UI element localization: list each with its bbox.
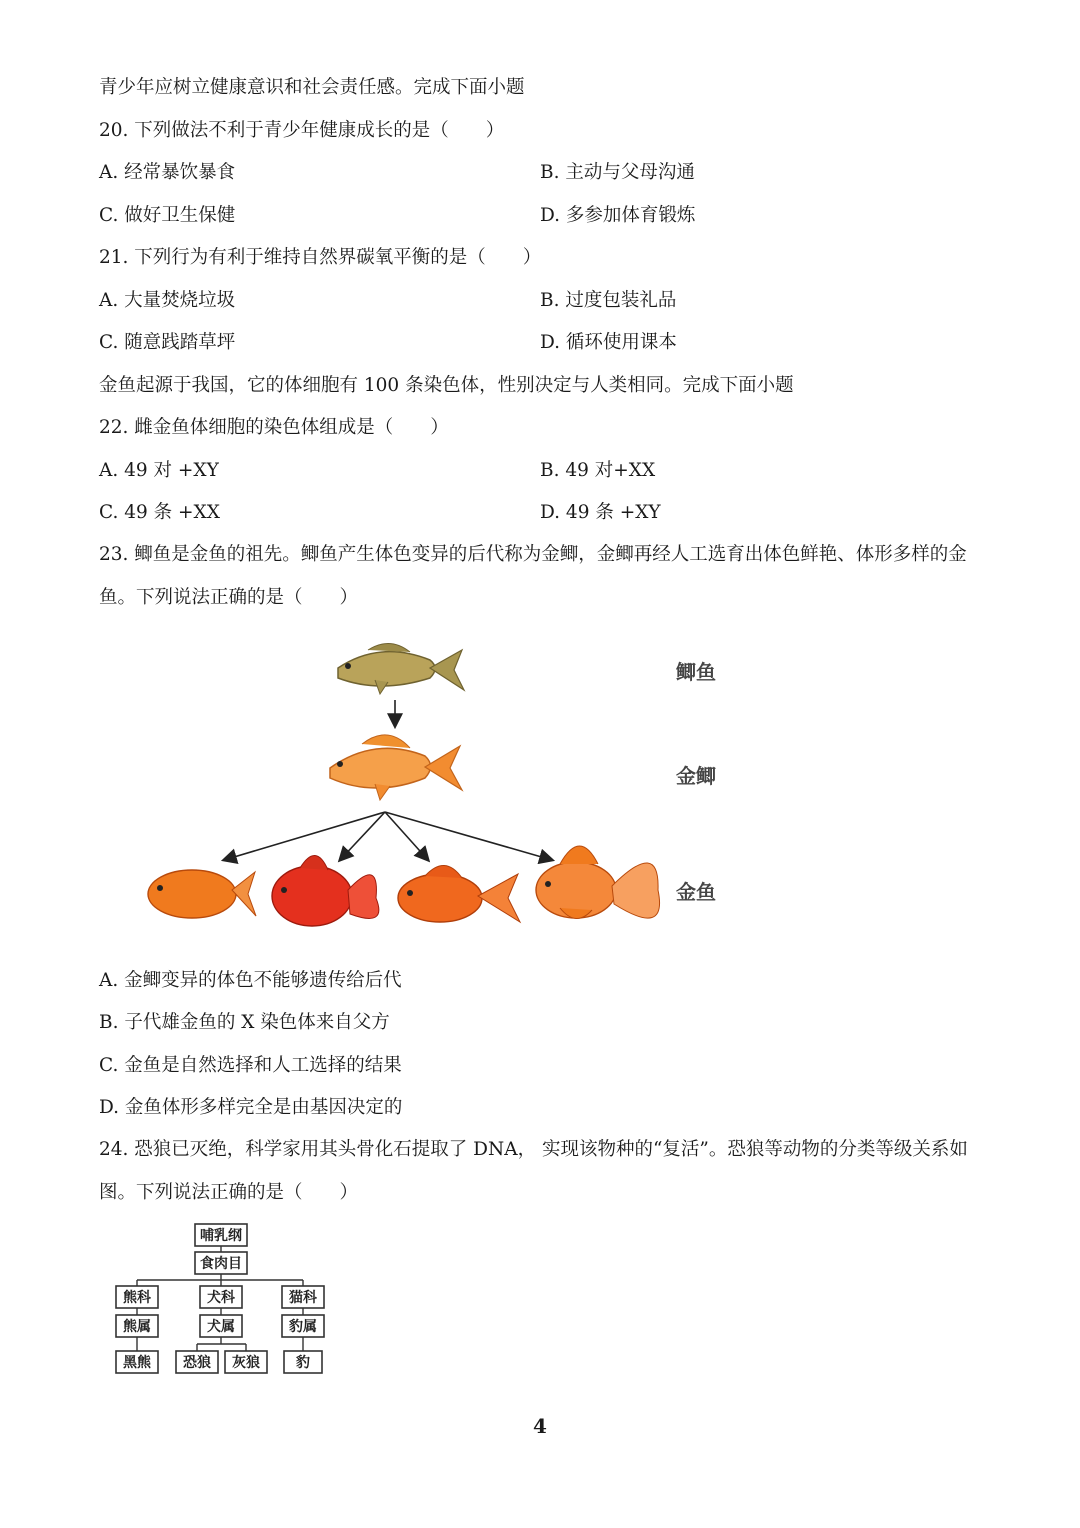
goldfish-2-image (272, 855, 379, 926)
q23-option-c: C. 金鱼是自然选择和人工选择的结果 (99, 1055, 402, 1076)
tree-family-bear: 熊科 (123, 1290, 151, 1306)
label-crucian: 鲫鱼 (676, 660, 716, 684)
q22-option-c: C. 49 条 +XX (99, 502, 220, 523)
q20-option-d: D. 多参加体育锻炼 (540, 205, 696, 226)
tree-genus-ursus: 熊属 (123, 1319, 151, 1335)
q23-option-d: D. 金鱼体形多样完全是由基因决定的 (99, 1097, 403, 1118)
taxonomy-tree-figure (112, 1220, 332, 1380)
q22-option-b: B. 49 对+XX (540, 460, 656, 481)
q21-option-d: D. 循环使用课本 (540, 332, 677, 353)
tree-species-gray-wolf: 灰狼 (232, 1355, 260, 1371)
passage-intro-goldfish: 金鱼起源于我国，它的体细胞有 100 条染色体，性别决定与人类相同。完成下面小题 (99, 375, 794, 396)
q22-option-a: A. 49 对 +XY (99, 460, 219, 481)
question-20-stem: 20. 下列做法不利于青少年健康成长的是（ ） (99, 120, 505, 141)
arrow-to-goldfish-3 (385, 812, 428, 860)
q20-option-a: A. 经常暴饮暴食 (99, 162, 236, 183)
q22-option-d: D. 49 条 +XY (540, 502, 661, 523)
question-21-stem: 21. 下列行为有利于维持自然界碳氧平衡的是（ ） (99, 247, 542, 268)
goldfish-4-image (536, 846, 660, 919)
question-24-stem: 24. 恐狼已灭绝，科学家用其头骨化石提取了 DNA， 实现该物种的“复活”。恐狼等动物的分类等级关系如图。下列说法正确的是（ ） (99, 1139, 968, 1203)
tree-order: 食肉目 (200, 1256, 242, 1272)
tree-family-felid: 猫科 (289, 1290, 317, 1306)
tree-genus-canis: 犬属 (207, 1319, 235, 1335)
tree-species-leopard: 豹 (296, 1355, 310, 1371)
tree-species-black-bear: 黑熊 (123, 1355, 151, 1371)
crucian-carp-image (338, 643, 464, 694)
q23-option-b: B. 子代雄金鱼的 X 染色体来自父方 (99, 1012, 390, 1033)
passage-intro-health: 青少年应树立健康意识和社会责任感。完成下面小题 (99, 77, 525, 98)
tree-class: 哺乳纲 (200, 1228, 242, 1244)
arrow-to-goldfish-1 (224, 812, 385, 860)
q20-option-b: B. 主动与父母沟通 (540, 162, 695, 183)
q21-option-a: A. 大量焚烧垃圾 (99, 290, 236, 311)
fish-lineage-figure (140, 628, 680, 948)
goldfish-3-image (398, 865, 520, 922)
q23-option-a: A. 金鲫变异的体色不能够遗传给后代 (99, 970, 402, 991)
tree-genus-panthera: 豹属 (289, 1319, 317, 1335)
tree-species-dire-wolf: 恐狼 (183, 1355, 211, 1371)
label-golden-crucian: 金鲫 (676, 764, 716, 788)
page-number: 4 (533, 1414, 547, 1438)
question-22-stem: 22. 雌金鱼体细胞的染色体组成是（ ） (99, 417, 449, 438)
label-goldfish: 金鱼 (676, 880, 716, 904)
q21-option-b: B. 过度包装礼品 (540, 290, 677, 311)
goldfish-1-image (148, 870, 256, 918)
golden-crucian-image (330, 735, 462, 800)
q21-option-c: C. 随意践踏草坪 (99, 332, 236, 353)
arrow-to-goldfish-4 (385, 812, 552, 860)
q20-option-c: C. 做好卫生保健 (99, 205, 236, 226)
question-23-stem: 23. 鲫鱼是金鱼的祖先。鲫鱼产生体色变异的后代称为金鲫，金鲫再经人工选育出体色鲜艳、体形多样的金鱼。下列说法正确的是（ ） (99, 544, 967, 608)
tree-family-canid: 犬科 (207, 1290, 235, 1306)
